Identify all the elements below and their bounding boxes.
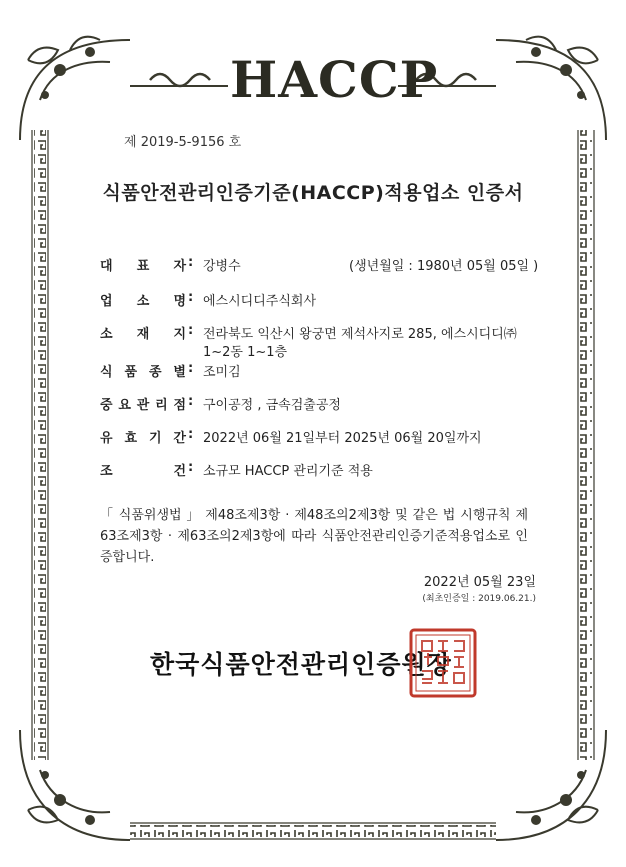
- representative-value: 강병수: [203, 259, 241, 274]
- certificate-number: 제 2019-5-9156 호: [124, 135, 242, 150]
- field-label: 중 요 관 리 점: [100, 398, 186, 413]
- issuer-name: 한국식품안전관리인증원장: [150, 650, 452, 679]
- haccp-logo: HACCP: [230, 50, 439, 109]
- official-seal-stamp: [408, 627, 478, 699]
- field-colon: :: [188, 290, 194, 305]
- location-value-line2: 1~2동 1~1층: [203, 345, 288, 360]
- field-colon: :: [188, 460, 194, 475]
- field-label: 식 품 종 별: [100, 365, 186, 380]
- field-colon: :: [188, 394, 194, 409]
- page-title: 식품안전관리인증기준(HACCP)적용업소 인증서: [102, 182, 524, 204]
- field-colon: :: [188, 361, 194, 376]
- certification-statement: 「 식품위생법 」 제48조제3항 · 제48조의2제3항 및 같은 법 시행규칙 제63조제3항 · 제63조의2제3항에 따라 식품안전관리인증기준적용업소로 인증합니다.: [100, 508, 528, 565]
- field-label: 조 건: [100, 464, 186, 479]
- field-label: 업 소 명: [100, 294, 186, 309]
- food-type-value: 조미김: [203, 365, 241, 380]
- field-label: 소 재 지: [100, 327, 186, 342]
- condition-value: 소규모 HACCP 관리기준 적용: [203, 464, 373, 479]
- validity-value: 2022년 06월 21일부터 2025년 06월 20일까지: [203, 431, 482, 446]
- field-colon: :: [188, 427, 194, 442]
- issue-date: 2022년 05월 23일: [423, 575, 536, 590]
- field-label: 유 효 기 간: [100, 431, 186, 446]
- business-name-value: 에스시디디주식회사: [203, 294, 317, 309]
- field-colon: :: [188, 255, 194, 270]
- field-colon: :: [188, 323, 194, 338]
- first-certification-date: (최초인증일 : 2019.06.21.): [422, 594, 536, 604]
- location-value-line1: 전라북도 익산시 왕궁면 제석사지로 285, 에스시디디㈜: [203, 327, 517, 342]
- critical-control-value: 구이공정 , 금속검출공정: [203, 398, 341, 413]
- birth-date: (생년월일 : 1980년 05월 05일 ): [349, 259, 539, 274]
- field-label: 대 표 자: [100, 259, 186, 274]
